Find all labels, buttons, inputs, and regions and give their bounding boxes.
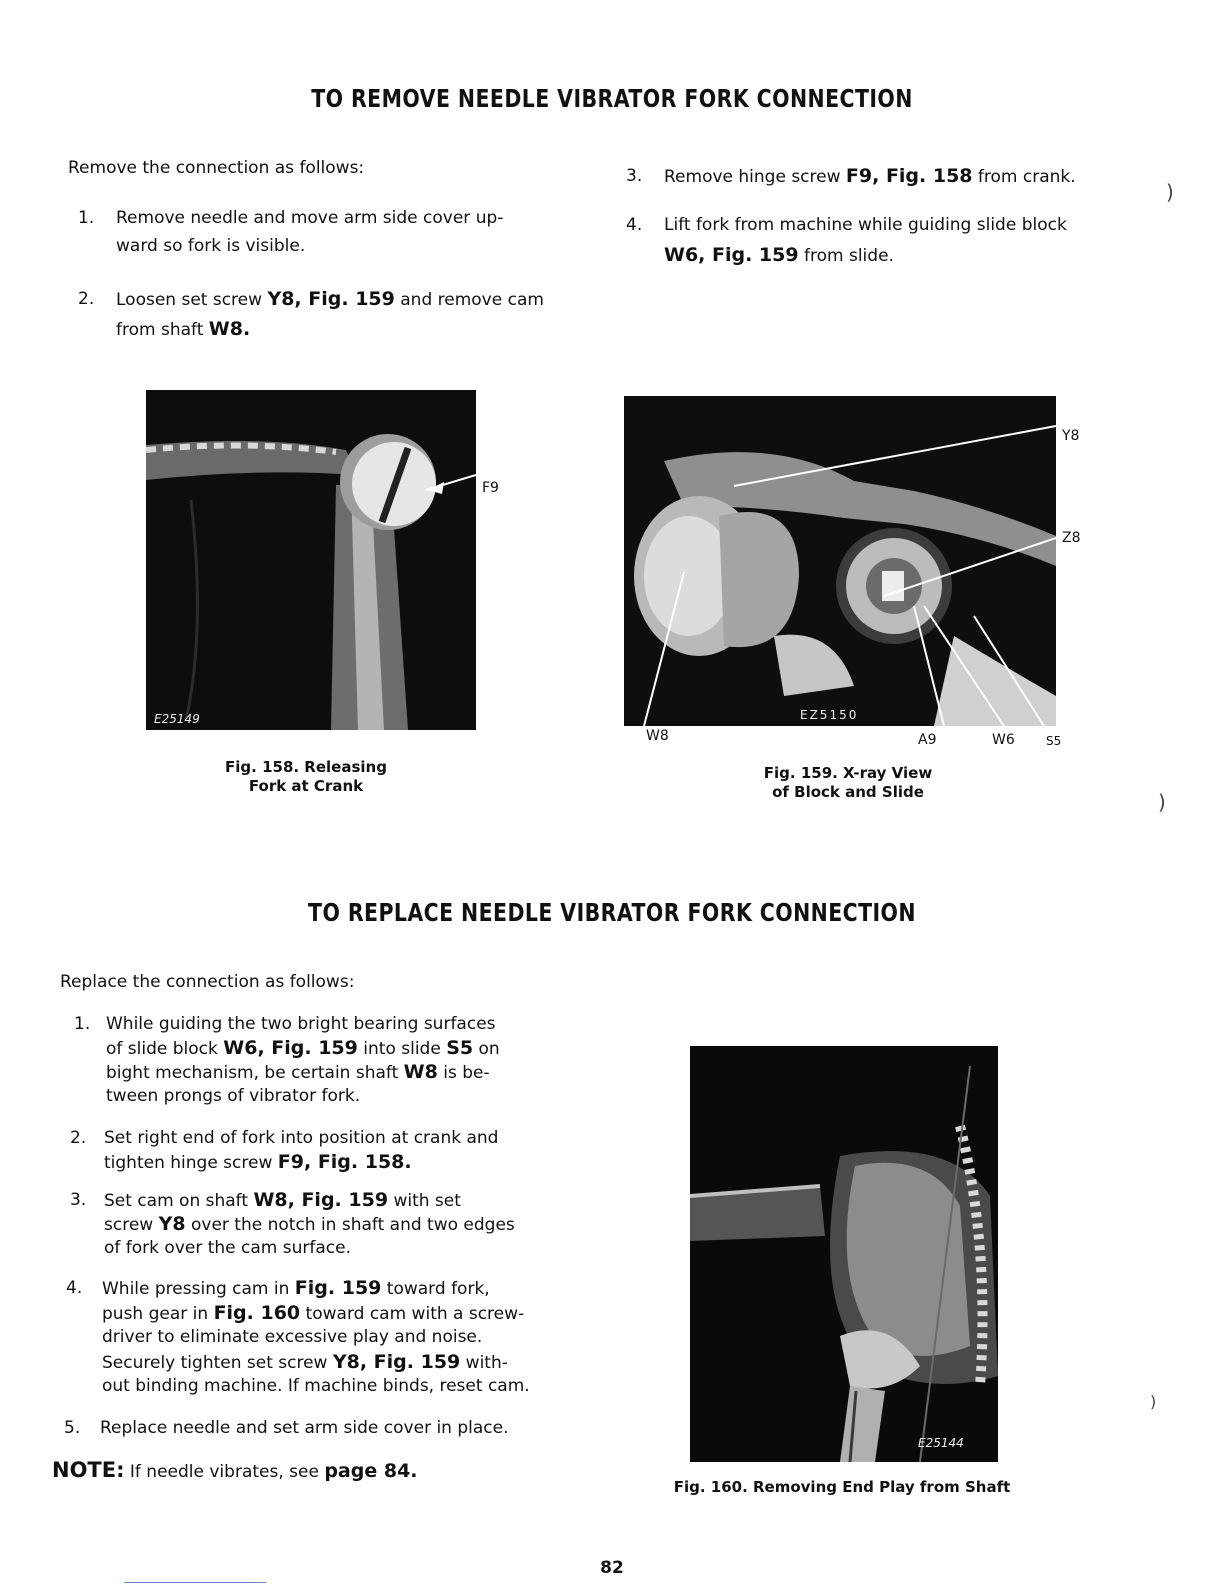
step-text-line — [664, 164, 1076, 190]
step-text-line — [116, 317, 250, 343]
step-text: Remove hinge screw — [664, 167, 846, 187]
step-text-line — [106, 1060, 490, 1085]
step-text: Set cam on shaft — [104, 1191, 254, 1211]
step-text-line: Remove needle and move arm side cover up- — [116, 208, 504, 228]
step-text-line: out binding machine. If machine binds, reset cam. — [102, 1376, 530, 1396]
stray-mark: ) — [1166, 180, 1174, 204]
caption-line: Fig. 158. Releasing — [225, 758, 387, 776]
remove-step-2 — [78, 287, 578, 343]
step-text: with set — [388, 1191, 461, 1211]
step-number: 3. — [626, 166, 643, 186]
step-text: on — [473, 1039, 500, 1059]
fig160-drawing — [690, 1046, 998, 1462]
step-text: toward cam with a screw- — [300, 1303, 525, 1324]
page-number: 82 — [600, 1558, 624, 1578]
step-number: 2. — [70, 1128, 87, 1148]
step-text-line: of fork over the cam surface. — [104, 1238, 351, 1258]
fig159-label-y8: Y8 — [1062, 428, 1080, 444]
heading-remove: TO REMOVE NEEDLE VIBRATOR FORK CONNECTION — [311, 84, 913, 113]
fig-ref: Fig. 160 — [213, 1301, 301, 1324]
step-text-line — [104, 1212, 515, 1237]
step-text-line: While guiding the two bright bearing surfaces — [106, 1014, 496, 1034]
note-line — [52, 1458, 418, 1482]
step-text: While pressing cam in — [102, 1279, 295, 1299]
fig158-label-f9: F9 — [482, 480, 499, 496]
fig159-label-w6: W6 — [992, 732, 1015, 748]
caption-line: Fig. 159. X-ray View — [763, 764, 933, 782]
fig-ref: F9, Fig. 158 — [845, 165, 973, 187]
step-text: Securely tighten set screw — [102, 1352, 333, 1373]
remove-step-1 — [78, 206, 578, 258]
note-label: NOTE: — [52, 1458, 125, 1482]
step-text: is be- — [437, 1063, 490, 1083]
step-text-line — [104, 1150, 412, 1175]
step-number: 4. — [66, 1278, 83, 1298]
step-text-line: ward so fork is visible. — [116, 236, 306, 256]
step-text-line — [102, 1350, 508, 1376]
step-text: from slide. — [798, 246, 894, 266]
fig158-photo — [146, 390, 476, 730]
part-ref: W8 — [403, 1061, 438, 1083]
fig160-code: E25144 — [918, 1436, 964, 1450]
fig158-drawing — [146, 390, 476, 730]
step-text: screw — [104, 1215, 159, 1235]
note — [52, 1458, 572, 1488]
fig160-photo — [690, 1046, 998, 1462]
step-text-line: driver to eliminate excessive play and noise. — [102, 1327, 483, 1347]
step-text: tighten hinge screw — [104, 1153, 278, 1173]
step-text: with- — [460, 1352, 508, 1373]
fig159-photo — [624, 396, 1056, 726]
step-text-line: Set right end of fork into position at crank and — [104, 1128, 499, 1148]
step-text-line: Replace needle and set arm side cover in place. — [100, 1418, 509, 1438]
replace-step-5 — [64, 1416, 574, 1444]
step-text-line — [102, 1301, 524, 1327]
step-text: push gear in — [102, 1303, 214, 1324]
part-ref: S5 — [446, 1037, 474, 1059]
step-text: Loosen set screw — [116, 290, 268, 310]
fig-ref: Y8, Fig. 159 — [332, 1350, 461, 1373]
fig160-caption: Fig. 160. Removing End Play from Shaft — [673, 1478, 1011, 1496]
stray-mark: ) — [1150, 1392, 1157, 1411]
step-text: and remove cam — [394, 290, 544, 310]
step-text: bight mechanism, be certain shaft — [106, 1063, 404, 1083]
fig-ref: W6, Fig. 159 — [223, 1037, 358, 1059]
replace-step-3 — [70, 1188, 570, 1262]
step-text-line — [664, 243, 894, 269]
step-number: 1. — [78, 208, 95, 228]
replace-intro: Replace the connection as follows: — [60, 972, 355, 992]
step-text: toward fork, — [381, 1279, 490, 1299]
step-text-line — [106, 1036, 500, 1061]
step-text: from shaft — [116, 320, 209, 340]
stray-mark: ) — [1158, 790, 1166, 814]
fig-ref: W8, Fig. 159 — [253, 1189, 389, 1211]
remove-intro: Remove the connection as follows: — [68, 158, 365, 178]
step-text-line — [104, 1188, 461, 1213]
caption-line: Fork at Crank — [248, 777, 364, 795]
fig-ref: W6, Fig. 159 — [664, 244, 799, 266]
fig159-drawing — [624, 396, 1056, 726]
step-text: into slide — [357, 1039, 447, 1059]
caption-line: of Block and Slide — [772, 783, 924, 801]
step-text: from crank. — [972, 167, 1076, 187]
fig158-code: E25149 — [154, 712, 200, 726]
fig-ref: Fig. 159 — [294, 1277, 382, 1299]
replace-step-4 — [66, 1276, 576, 1400]
part-ref: Y8 — [158, 1213, 186, 1235]
step-number: 1. — [74, 1014, 91, 1034]
remove-step-3 — [626, 164, 1126, 194]
fig159-caption — [728, 764, 968, 802]
replace-step-1 — [74, 1012, 574, 1112]
step-number: 4. — [626, 215, 643, 235]
fig-ref: Y8, Fig. 159 — [267, 288, 395, 310]
fig159-label-z8: Z8 — [1062, 530, 1081, 546]
step-text-line: Lift fork from machine while guiding slide block — [664, 215, 1067, 235]
fig-ref: F9, Fig. 158. — [277, 1151, 412, 1173]
step-number: 2. — [78, 289, 95, 309]
step-text: of slide block — [106, 1039, 224, 1059]
fig159-label-w8: W8 — [646, 728, 669, 744]
fig158-caption — [186, 758, 426, 796]
step-text-line — [116, 287, 544, 313]
part-ref: W8. — [208, 318, 251, 340]
page-ref: page 84. — [324, 1460, 418, 1482]
fig159-code: EZ5150 — [800, 708, 859, 722]
bottom-rule — [124, 1582, 266, 1583]
heading-replace: TO REPLACE NEEDLE VIBRATOR FORK CONNECTION — [308, 898, 916, 927]
step-text-line — [102, 1276, 490, 1302]
step-number: 3. — [70, 1190, 87, 1210]
step-number: 5. — [64, 1418, 81, 1438]
remove-step-4 — [626, 213, 1146, 269]
step-text-line: tween prongs of vibrator fork. — [106, 1086, 361, 1106]
replace-step-2 — [70, 1126, 570, 1176]
step-text: over the notch in shaft and two edges — [185, 1215, 515, 1235]
note-text: If needle vibrates, see — [124, 1462, 325, 1482]
fig159-label-s5: S5 — [1046, 734, 1062, 748]
fig159-label-a9: A9 — [918, 732, 937, 748]
